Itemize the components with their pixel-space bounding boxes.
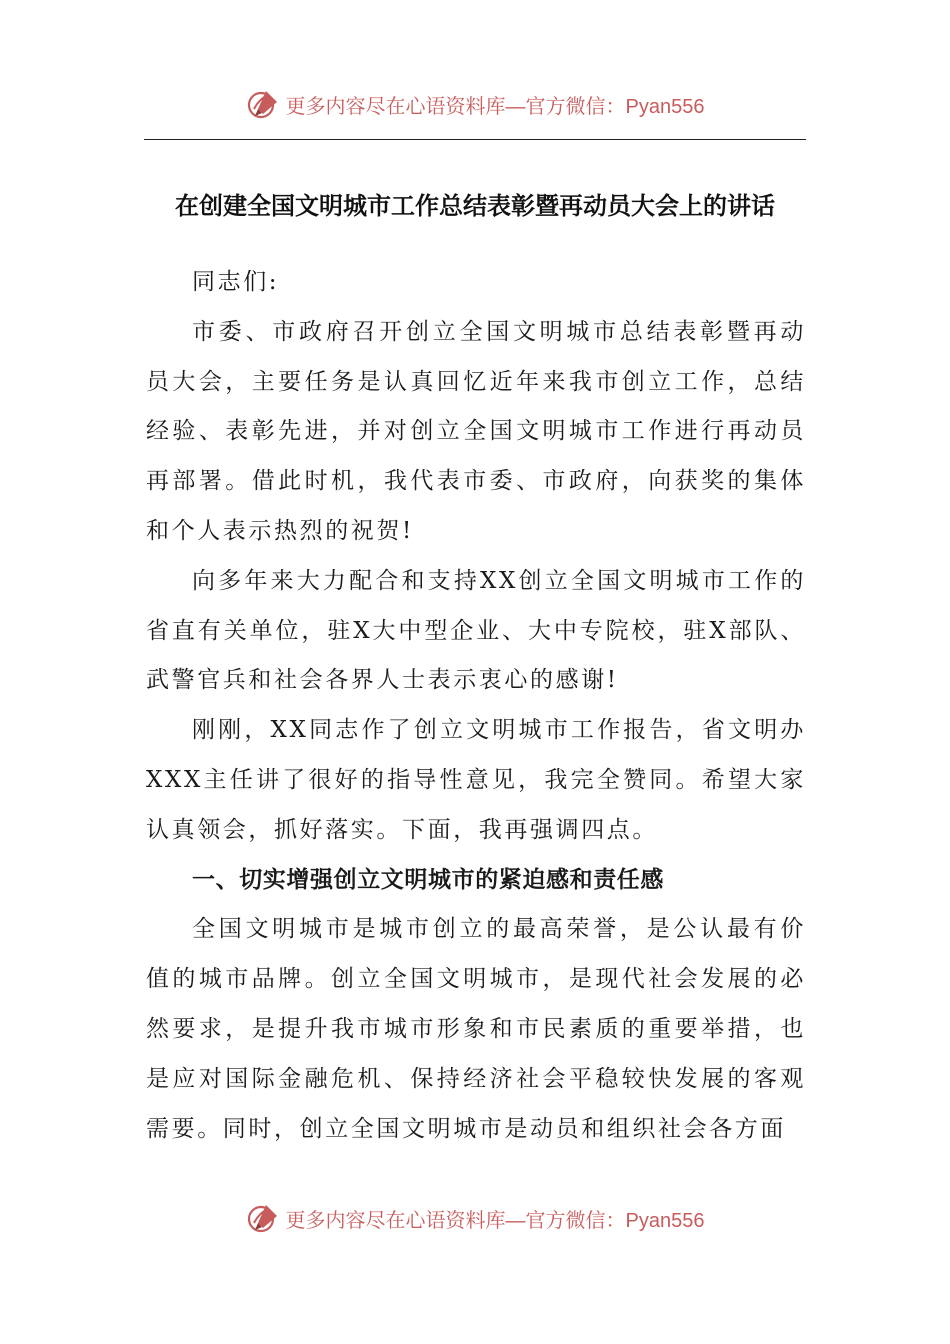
document-title: 在创建全国文明城市工作总结表彰暨再动员大会上的讲话: [175, 191, 775, 220]
watermark-main-text: 更多内容尽在心语资料库: [285, 1207, 506, 1232]
pen-circle-logo-icon: [246, 87, 280, 121]
watermark-main-text: 更多内容尽在心语资料库: [285, 93, 506, 118]
section-heading-1: 一、切实增强创立文明城市的紧迫感和责任感: [192, 866, 664, 893]
watermark-sub-text: —官方微信：Pyan556: [505, 1209, 705, 1232]
watermark-header: [0, 84, 950, 124]
header-divider: [144, 139, 806, 140]
body-paragraph-3: 刚刚，XX同志作了创立文明城市工作报告，省文明办XXX主任讲了很好的指导性意见，我完全赞同。希望大家认真领会，抓好落实。下面，我再强调四点。: [146, 717, 806, 843]
greeting: 同志们:: [192, 269, 280, 295]
document-body: [146, 258, 806, 1154]
section-paragraph-1: 全国文明城市是城市创立的最高荣誉，是公认最有价值的城市品牌。创立全国文明城市，是现代社会发展的必然要求，是提升我市城市形象和市民素质的重要举措，也是应对国际金融危机、保持经济社会平稳较快发展的客观需要。同时，创立全国文明城市是动员和组织社会各方面: [146, 916, 806, 1142]
watermark-footer: [0, 1198, 950, 1238]
watermark-sub-text: —官方微信：Pyan556: [505, 95, 705, 118]
pen-circle-logo-icon: [246, 1201, 280, 1235]
body-paragraph-2: 向多年来大力配合和支持XX创立全国文明城市工作的省直有关单位，驻X大中型企业、大中专院校，驻X部队、武警官兵和社会各界人士表示衷心的感谢!: [146, 567, 806, 694]
body-paragraph-1: 市委、市政府召开创立全国文明城市总结表彰暨再动员大会，主要任务是认真回忆近年来我市创立工作，总结经验、表彰先进，并对创立全国文明城市工作进行再动员再部署。借此时机，我代表市委、市政府，向获奖的集体和个人表示热烈的祝贺!: [146, 318, 806, 544]
